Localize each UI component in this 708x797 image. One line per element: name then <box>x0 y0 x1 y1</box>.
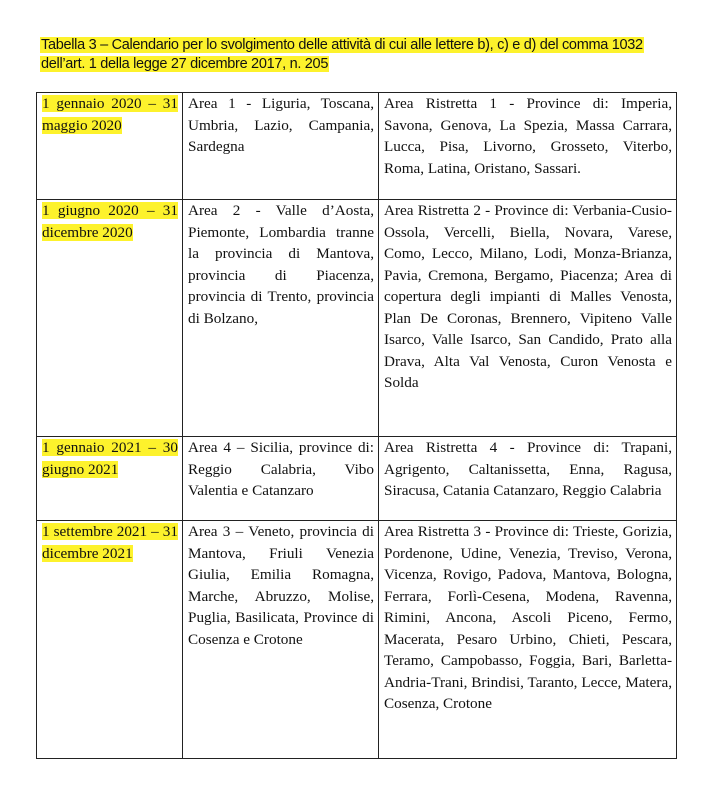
calendar-table <box>36 92 677 759</box>
restricted-area-cell: Area Ristretta 4 - Province di: Trapani, Agrigento, Caltanissetta, Enna, Ragusa, Siracusa, Catania Catanzaro, Reggio Calabria <box>379 437 677 521</box>
restricted-area-cell: Area Ristretta 3 - Province di: Trieste, Gorizia, Pordenone, Udine, Venezia, Treviso, Verona, Vicenza, Rovigo, Padova, Mantova, Bologna, Ferrara, Forlì-Cesena, Modena, Ravenna, Rimini, Ancona, Ascoli Piceno, Fermo, Macerata, Pesaro Urbino, Chieti, Pescara, Teramo, Campobasso, Foggia, Bari, Barletta-Andria-Trani, Brindisi, Taranto, Lecce, Matera, Cosenza, Crotone <box>379 521 677 759</box>
period-text: 1 gennaio 2020 – 31 maggio 2020 <box>42 95 178 134</box>
period-cell <box>37 200 183 437</box>
table-row <box>37 437 677 521</box>
area-cell: Area 2 - Valle d’Aosta, Piemonte, Lombardia tranne la provincia di Mantova, provincia di Piacenza, provincia di Trento, provincia di Bolzano, <box>183 200 379 437</box>
area-cell: Area 4 – Sicilia, province di: Reggio Calabria, Vibo Valentia e Catanzaro <box>183 437 379 521</box>
period-cell <box>37 521 183 759</box>
area-cell: Area 1 - Liguria, Toscana, Umbria, Lazio, Campania, Sardegna <box>183 93 379 200</box>
restricted-area-cell: Area Ristretta 1 - Province di: Imperia, Savona, Genova, La Spezia, Massa Carrara, Lucca, Pisa, Livorno, Grosseto, Viterbo, Roma, Latina, Oristano, Sassari. <box>379 93 677 200</box>
table-row <box>37 200 677 437</box>
caption-text: Tabella 3 – Calendario per lo svolgimento delle attività di cui alle lettere b), c) e d) del comma 1032 dell’art. 1 della legge 27 dicembre 2017, n. 205 <box>41 37 643 72</box>
period-cell <box>37 93 183 200</box>
period-text: 1 settembre 2021 – 31 dicembre 2021 <box>42 523 178 562</box>
table-row <box>37 93 677 200</box>
table-row <box>37 521 677 759</box>
restricted-area-cell: Area Ristretta 2 - Province di: Verbania-Cusio-Ossola, Vercelli, Biella, Novara, Varese, Como, Lecco, Milano, Lodi, Monza-Brianza, Pavia, Cremona, Bergamo, Piacenza; Area di copertura degli impianti di Malles Venosta, Plan De Coronas, Brennero, Vipiteno Valle Isarco, Valle Isarco, San Candido, Prato alla Drava, Alta Val Venosta, Curon Venosta e Solda <box>379 200 677 437</box>
area-cell: Area 3 – Veneto, provincia di Mantova, Friuli Venezia Giulia, Emilia Romagna, Marche, Abruzzo, Molise, Puglia, Basilicata, Province di Cosenza e Crotone <box>183 521 379 759</box>
table-caption <box>40 36 688 74</box>
period-text: 1 gennaio 2021 – 30 giugno 2021 <box>42 439 178 478</box>
period-cell <box>37 437 183 521</box>
period-text: 1 giugno 2020 – 31 dicembre 2020 <box>42 202 178 241</box>
